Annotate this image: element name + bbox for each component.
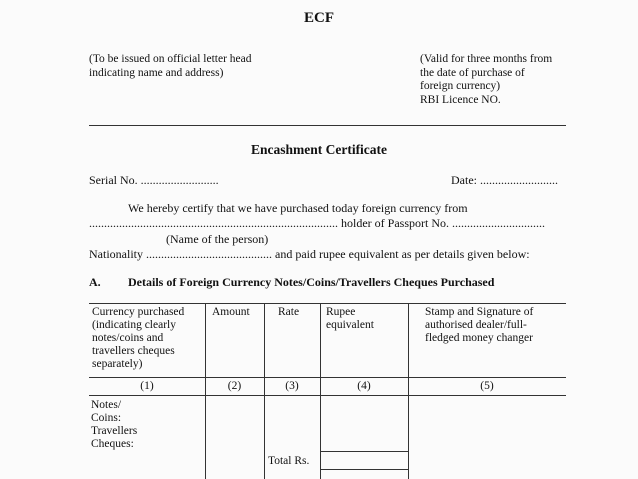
certificate-heading: Encashment Certificate <box>250 142 388 157</box>
total-bottom-border <box>320 469 408 470</box>
date-field: Date: .......................... <box>451 173 558 187</box>
certify-line: We hereby certify that we have purchased today foreign currency from <box>128 201 468 215</box>
header-stamp-signature: Stamp and Signature of authorised dealer/full- fledged money changer <box>425 306 534 344</box>
header-currency-purchased: Currency purchased (indicating clearly notes/coins and travellers cheques separately) <box>92 306 185 370</box>
name-passport-line: ................................................................................... holder of Passport No. ............................... <box>89 216 545 230</box>
header-rate: Rate <box>278 306 300 318</box>
name-caption: (Name of the person) <box>166 232 269 246</box>
table-header-divider <box>89 377 566 378</box>
nationality-line: Nationality .......................................... and paid rupee equivalent as per details given below: <box>89 247 530 261</box>
left-note: (To be issued on official letter head indicating name and address) <box>89 53 252 79</box>
column-number-2: (2) <box>227 380 242 392</box>
column-number-3: (3) <box>285 380 299 392</box>
section-title: Details of Foreign Currency Notes/Coins/Travellers Cheques Purchased <box>128 275 495 289</box>
form-title: ECF <box>304 10 334 26</box>
table-number-divider <box>89 395 566 396</box>
right-note: (Valid for three months from the date of purchase of foreign currency) RBI Licence NO. <box>420 53 553 106</box>
column-number-1: (1) <box>140 380 154 392</box>
total-top-border <box>320 451 408 452</box>
total-label: Total Rs. <box>268 455 310 467</box>
column-number-5: (5) <box>480 380 494 392</box>
header-amount: Amount <box>212 306 250 318</box>
section-letter: A. <box>89 275 101 289</box>
header-rupee-equivalent: Rupee equivalent <box>326 306 374 331</box>
column-number-4: (4) <box>357 380 371 392</box>
row-labels: Notes/ Coins: Travellers Cheques: <box>91 399 138 450</box>
serial-number-field: Serial No. .......................... <box>89 173 219 187</box>
table-top-border <box>89 303 566 304</box>
header-divider <box>89 125 566 126</box>
